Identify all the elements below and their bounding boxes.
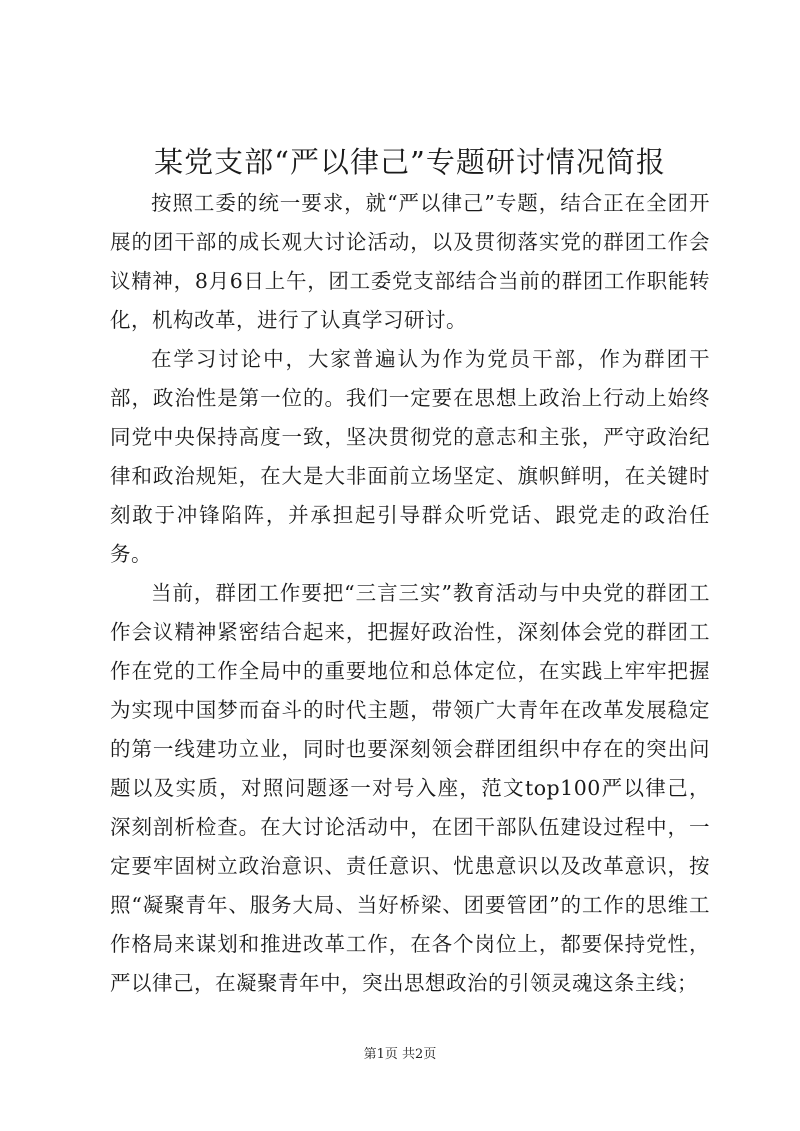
paragraph-1: 按照工委的统一要求，就“严以律己”专题，结合正在全团开展的团干部的成长观大讨论活动，以及贯彻落实党的群团工作会议精神，8月6日上午，团工委党支部结合当前的群团工作职能转化，机构改革，进行了认真学习研讨。 [110, 191, 710, 332]
document-title: 某党支部“严以律己”专题研讨情况简报 [154, 145, 666, 179]
page-footer: 第1页 共2页 [363, 1047, 437, 1062]
paragraph-3: 当前，群团工作要把“三言三实”教育活动与中央党的群团工作会议精神紧密结合起来，把握好政治性，深刻体会党的群团工作在党的工作全局中的重要地位和总体定位，在实践上牢牢把握为实现中国梦而奋斗的时代主题，带领广大青年在改革发展稳定的第一线建功立业，同时也要深刻领会群团组织中存在的突出问题以及实质，对照问题逐一对号入座，范文top100严以律己，深刻剖析检查。在大讨论活动中，在团干部队伍建设过程中，一定要牢固树立政治意识、责任意识、忧患意识以及改革意识，按照“凝聚青年、服务大局、当好桥梁、团要管团”的工作的思维工作格局来谋划和推进改革工作，在各个岗位上，都要保持党性，严以律己，在凝聚青年中，突出思想政治的引领灵魂这条主线； [110, 581, 710, 995]
document-body [110, 184, 710, 1003]
paragraph-2: 在学习讨论中，大家普遍认为作为党员干部，作为群团干部，政治性是第一位的。我们一定要在思想上政治上行动上始终同党中央保持高度一致，坚决贯彻党的意志和主张，严守政治纪律和政治规矩，在大是大非面前立场坚定、旗帜鲜明，在关键时刻敢于冲锋陷阵，并承担起引导群众听党话、跟党走的政治任务。 [110, 347, 710, 566]
